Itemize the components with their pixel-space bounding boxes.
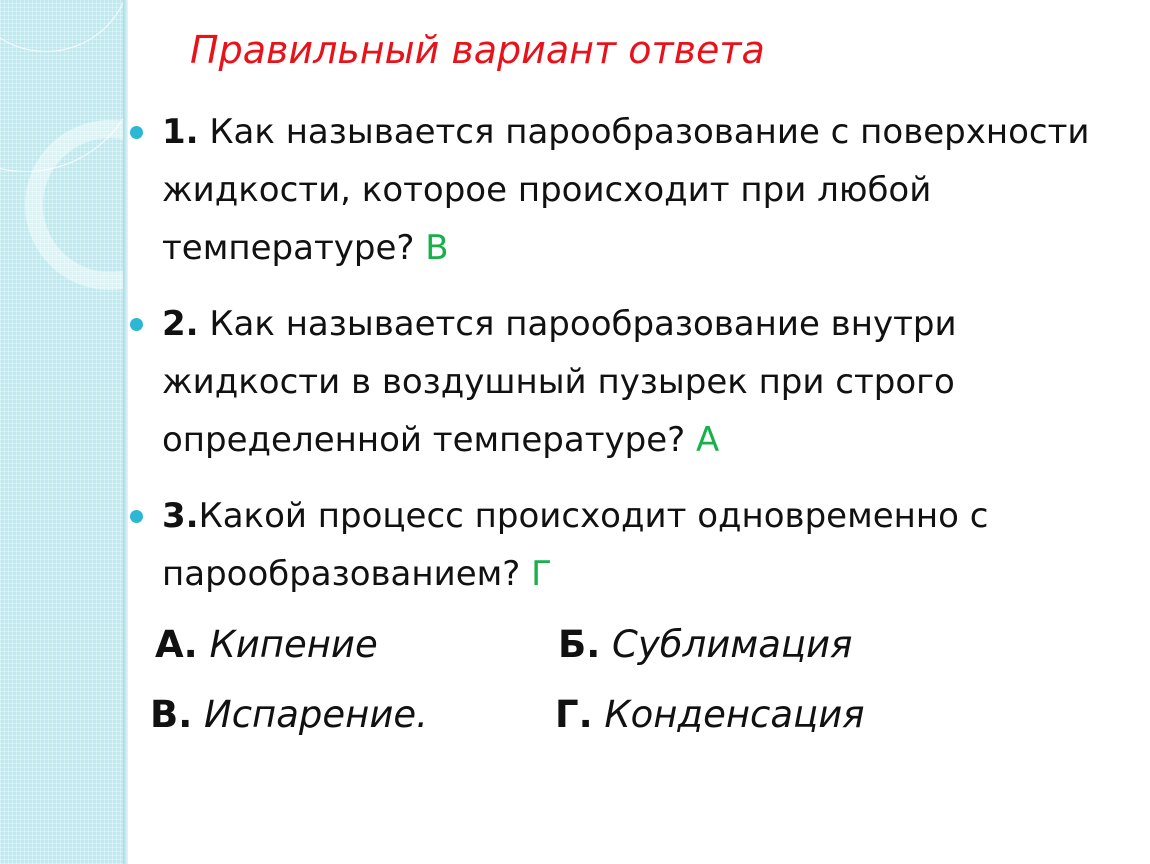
question-text: Как называется парообразование с поверхности жидкости, которое происходит при любой температуре? xyxy=(162,112,1090,268)
bullet-icon xyxy=(130,126,143,139)
question-number: 3. xyxy=(162,496,199,536)
option-letter: А. xyxy=(155,623,198,666)
slide-title: Правильный вариант ответа xyxy=(190,28,765,72)
correct-answer: А xyxy=(696,420,720,460)
option-word: Испарение. xyxy=(204,693,428,736)
option-letter: Б. xyxy=(558,623,601,666)
option-a xyxy=(155,623,378,666)
question-item-2 xyxy=(162,295,1132,469)
option-word: Кипение xyxy=(209,623,378,666)
option-c xyxy=(150,693,428,736)
option-word: Сублимация xyxy=(612,623,853,666)
bullet-icon xyxy=(130,318,143,331)
band-edge xyxy=(123,0,128,864)
question-item-3 xyxy=(162,487,1062,603)
option-word: Конденсация xyxy=(604,693,865,736)
question-text: Как называется парообразование внутри жидкости в воздушный пузырек при строго определенной температуре? xyxy=(162,304,957,460)
option-letter: Г. xyxy=(555,693,593,736)
correct-answer: В xyxy=(425,228,449,268)
decorative-side-band xyxy=(0,0,127,864)
question-text: Какой процесс происходит одновременно с парообразованием? xyxy=(162,496,989,594)
option-letter: В. xyxy=(150,693,193,736)
option-d xyxy=(555,693,865,736)
bullet-icon xyxy=(130,510,143,523)
question-item-1 xyxy=(162,103,1132,277)
correct-answer: Г xyxy=(531,554,552,594)
question-number: 2. xyxy=(162,304,199,344)
question-number: 1. xyxy=(162,112,199,152)
option-b xyxy=(558,623,852,666)
